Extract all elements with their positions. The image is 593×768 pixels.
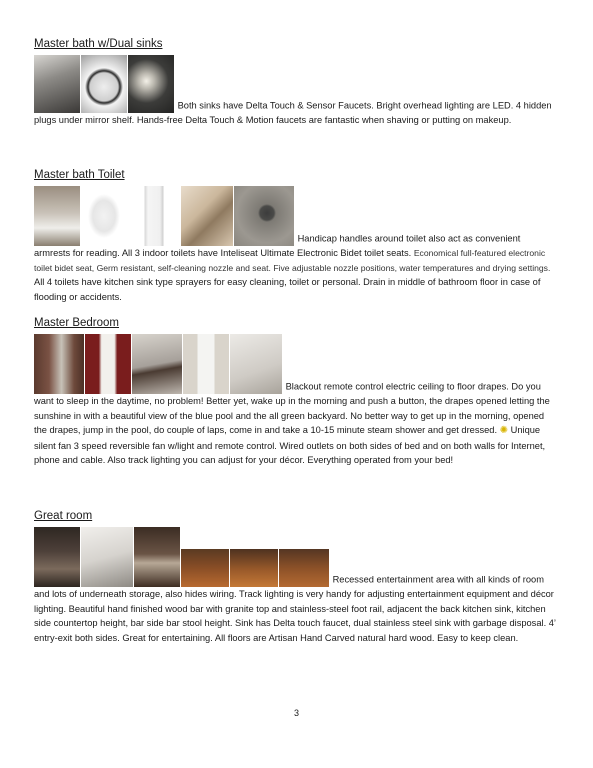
photo-track-lighting	[230, 334, 282, 394]
text-toilet-bidet: Economical full-featured electronic toilet bidet seat, Germ resistant, self-cleaning nozzle and seat. Five adjustable nozzle positions, water temperatures and drying settings.	[34, 248, 551, 273]
section-toilet	[34, 168, 559, 304]
photo-wall-outlets	[183, 334, 229, 394]
photo-strip-great-room	[34, 527, 330, 587]
photo-hardwood-floor-3	[279, 549, 329, 587]
photo-floor-drain	[234, 186, 294, 246]
photo-ceiling-fan	[132, 334, 182, 394]
photo-track-lights	[81, 527, 133, 587]
photo-wood-bar	[134, 527, 180, 587]
paragraph-master-bath	[34, 55, 559, 128]
fan-icon: ✺	[499, 425, 509, 437]
paragraph-bedroom	[34, 334, 559, 468]
photo-hardwood-floor-1	[181, 549, 229, 587]
photo-drain-closeup	[81, 55, 127, 113]
text-master-bath: Both sinks have Delta Touch & Sensor Faucets. Bright overhead lighting are LED. 4 hidden plugs under mirror shelf. Hands-free Delta Touch & Motion faucets are fantastic when shaving or putting on makeup.	[34, 100, 552, 125]
heading-great-room: Great room	[34, 510, 93, 522]
photo-sink-faucet	[34, 55, 80, 113]
photo-bidet-remote	[128, 186, 180, 246]
photo-strip-master-bath	[34, 55, 175, 113]
photo-bidet-seat	[81, 186, 127, 246]
text-bedroom-end: Unique silent fan 3 speed reversible fan w/light and remote control. Wired outlets on both sides of bed and on both walls for Internet, phone and cable. Also track lighting you can adjust for your décor. Everything operated from your bed!	[34, 425, 546, 466]
photo-grab-handle	[181, 186, 233, 246]
photo-strip-toilet	[34, 186, 295, 246]
photo-toilet	[34, 186, 80, 246]
photo-hardwood-floor-2	[230, 549, 278, 587]
heading-master-bath: Master bath w/Dual sinks	[34, 38, 163, 50]
text-bedroom: Blackout remote control electric ceiling to floor drapes. Do you want to sleep in the daytime, no problem! Better yet, wake up in the morning and push a button, the drapes opened letting the sunshine in with a beautiful view of the blue pool and the all green backyard. No better way to get up in the morning, opened the drapes, jump in the pool, do couple of laps, come in and take a 10-15 minute steam shower and get dressed.	[34, 381, 550, 436]
heading-toilet: Master bath Toilet	[34, 169, 125, 181]
paragraph-great-room	[34, 527, 559, 645]
page-number: 3	[293, 708, 299, 718]
photo-strip-bedroom	[34, 334, 283, 394]
photo-entertainment-area	[34, 527, 80, 587]
text-great-room: Recessed entertainment area with all kinds of room and lots of underneath storage, also hides wiring. Track lighting is very handy for adjusting entertainment equipment and décor lighting. Beautiful hand finished wood bar with granite top and stainless-steel foot rail, adjacent the back kitchen sink, kitchen side countertop height, bar side bar stool height. Sink has Delta touch faucet, dual stainless steel sink with garbage disposal. 4’ entry-exit both sides. Great for entertaining. All floors are Artisan Hand Carved natural hard wood. Easy to keep clean.	[34, 574, 556, 643]
text-toilet-end: All 4 toilets have kitchen sink type sprayers for easy cleaning, toilet or personal. Drain in middle of bathroom floor in case of flooding or accidents.	[34, 277, 541, 302]
section-master-bath	[34, 37, 559, 128]
heading-bedroom: Master Bedroom	[34, 317, 120, 329]
section-great-room	[34, 509, 559, 645]
text-toilet: Handicap handles around toilet also act as convenient armrests for reading. All 3 indoor toilets have Inteliseat Ultimate Electronic Bidet toilet seats.	[34, 233, 521, 258]
photo-drape-remote	[85, 334, 131, 394]
photo-drapes	[34, 334, 84, 394]
section-bedroom	[34, 316, 559, 468]
photo-sink-light	[128, 55, 174, 113]
paragraph-toilet	[34, 186, 559, 304]
